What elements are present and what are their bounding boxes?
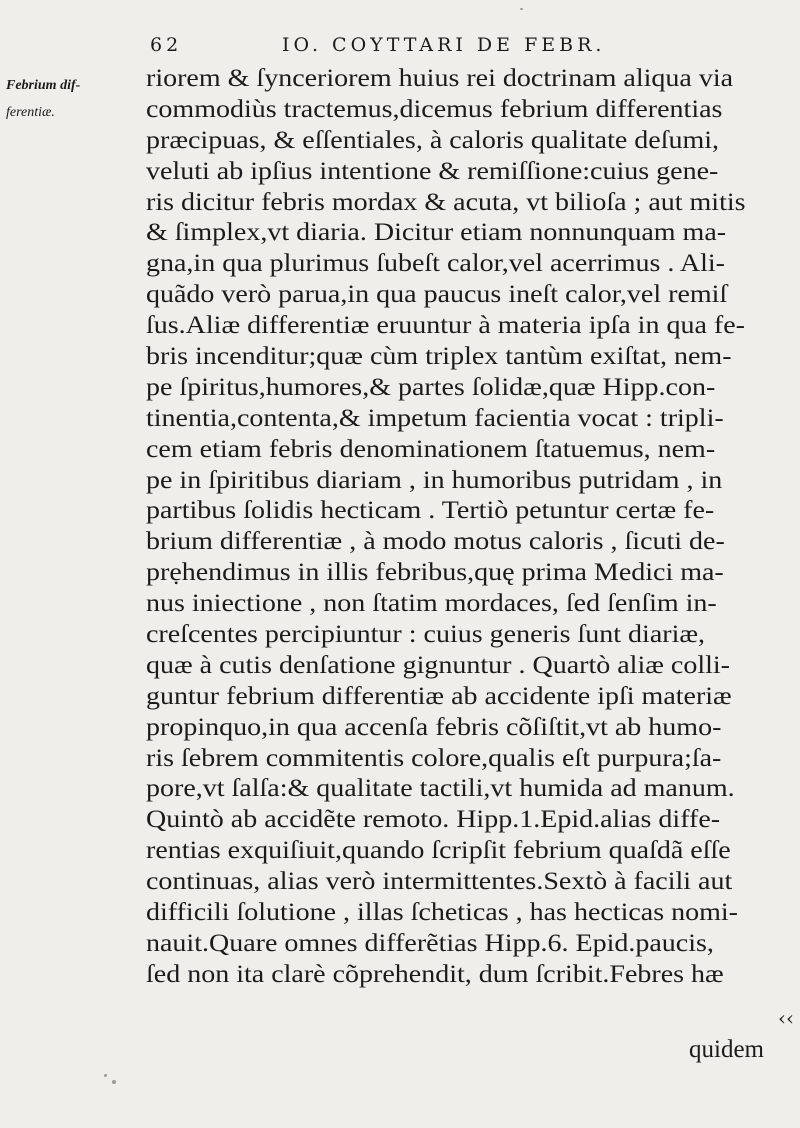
text-line: tinentia,contenta,& impetum facientia vocat : tripli- <box>146 404 724 432</box>
ink-speck <box>520 8 523 10</box>
text-line: bris incenditur;quæ cùm triplex tantùm exiſtat, nem- <box>146 343 732 371</box>
text-line: pe in ſpiritibus diariam , in humoribus putridam , in <box>146 466 723 494</box>
text-line: Quintò ab accidẽte remoto. Hipp.1.Epid.alias diffe- <box>146 806 721 834</box>
body-text <box>146 64 774 991</box>
text-line: partibus ſolidis hecticam . Tertiò petuntur certæ fe- <box>146 497 715 525</box>
text-line: præcipuas, & eſſentiales, à caloris qualitate deſumi, <box>146 126 720 154</box>
text-line: quãdo verò parua,in qua paucus ineſt calor,vel remiſ <box>146 281 728 309</box>
marginal-note <box>6 72 156 126</box>
text-line: continuas, alias verò intermittentes.Sextò à facili aut <box>146 868 733 896</box>
catchword: quidem <box>689 1036 764 1063</box>
text-line: prẹhendimus in illis febribus,quę prima Medici ma- <box>146 559 724 587</box>
text-line: cem etiam febris denominationem ſtatuemus, nem- <box>146 435 716 463</box>
text-line: ſed non ita clarè cõprehendit, dum ſcribit.Febres hæ <box>146 960 724 988</box>
text-line: guntur febrium differentiæ ab accidente ipſi materiæ <box>146 682 732 710</box>
text-line: riorem & ſynceriorem huius rei doctrinam aliqua via <box>146 65 734 92</box>
text-line: ris ſebrem commitentis colore,qualis eſt purpura;ſa- <box>146 744 722 772</box>
marginal-note-line: Febrium dif- <box>6 78 81 93</box>
ink-speck <box>104 1074 107 1077</box>
ink-speck <box>112 1080 116 1084</box>
text-line: creſcentes percipiuntur : cuius generis ſunt diariæ, <box>146 621 706 649</box>
text-line: rentias exquiſiuit,quando ſcripſit febrium quaſdã eſſe <box>146 837 731 865</box>
marginal-note-line: ferentiæ. <box>6 105 55 120</box>
text-line: commodiùs tractemus,dicemus febrium differentias <box>146 95 723 123</box>
text-line: propinquo,in qua accenſa febris cõſiſtit,vt ab humo- <box>146 713 722 741</box>
margin-mark: ‹‹ <box>778 1006 794 1030</box>
text-line: gna,in qua plurimus ſubeſt calor,vel acerrimus . Ali- <box>146 250 725 278</box>
text-line: ſus.Aliæ differentiæ eruuntur à materia ipſa in qua fe- <box>146 312 745 340</box>
text-line: pore,vt ſalſa:& qualitate tactili,vt humida ad manum. <box>146 775 735 803</box>
text-line: brium differentiæ , à modo motus caloris , ſicuti de- <box>146 528 725 556</box>
running-title: IO. COYTTARI DE FEBR. <box>282 34 606 56</box>
text-line: nus iniectione , non ſtatim mordaces, ſed ſenſim in- <box>146 590 717 618</box>
text-line: ris dicitur febris mordax & acuta, vt bilioſa ; aut mitis <box>146 188 746 216</box>
text-line: nauit.Quare omnes differẽtias Hipp.6. Epid.paucis, <box>146 929 714 957</box>
page-number: 62 <box>150 34 183 56</box>
text-line: quæ à cutis denſatione gignuntur . Quartò aliæ colli- <box>146 651 731 679</box>
page-header <box>150 28 670 62</box>
text-line: & ſimplex,vt diaria. Dicitur etiam nonnunquam ma- <box>146 219 727 247</box>
text-line: pe ſpiritus,humores,& partes ſolidæ,quæ Hipp.con- <box>146 373 716 401</box>
text-line: veluti ab ipſius intentione & remiſſione:cuius gene- <box>146 157 719 185</box>
text-line: difficili ſolutione , illas ſcheticas , has hecticas nomi- <box>146 899 739 927</box>
